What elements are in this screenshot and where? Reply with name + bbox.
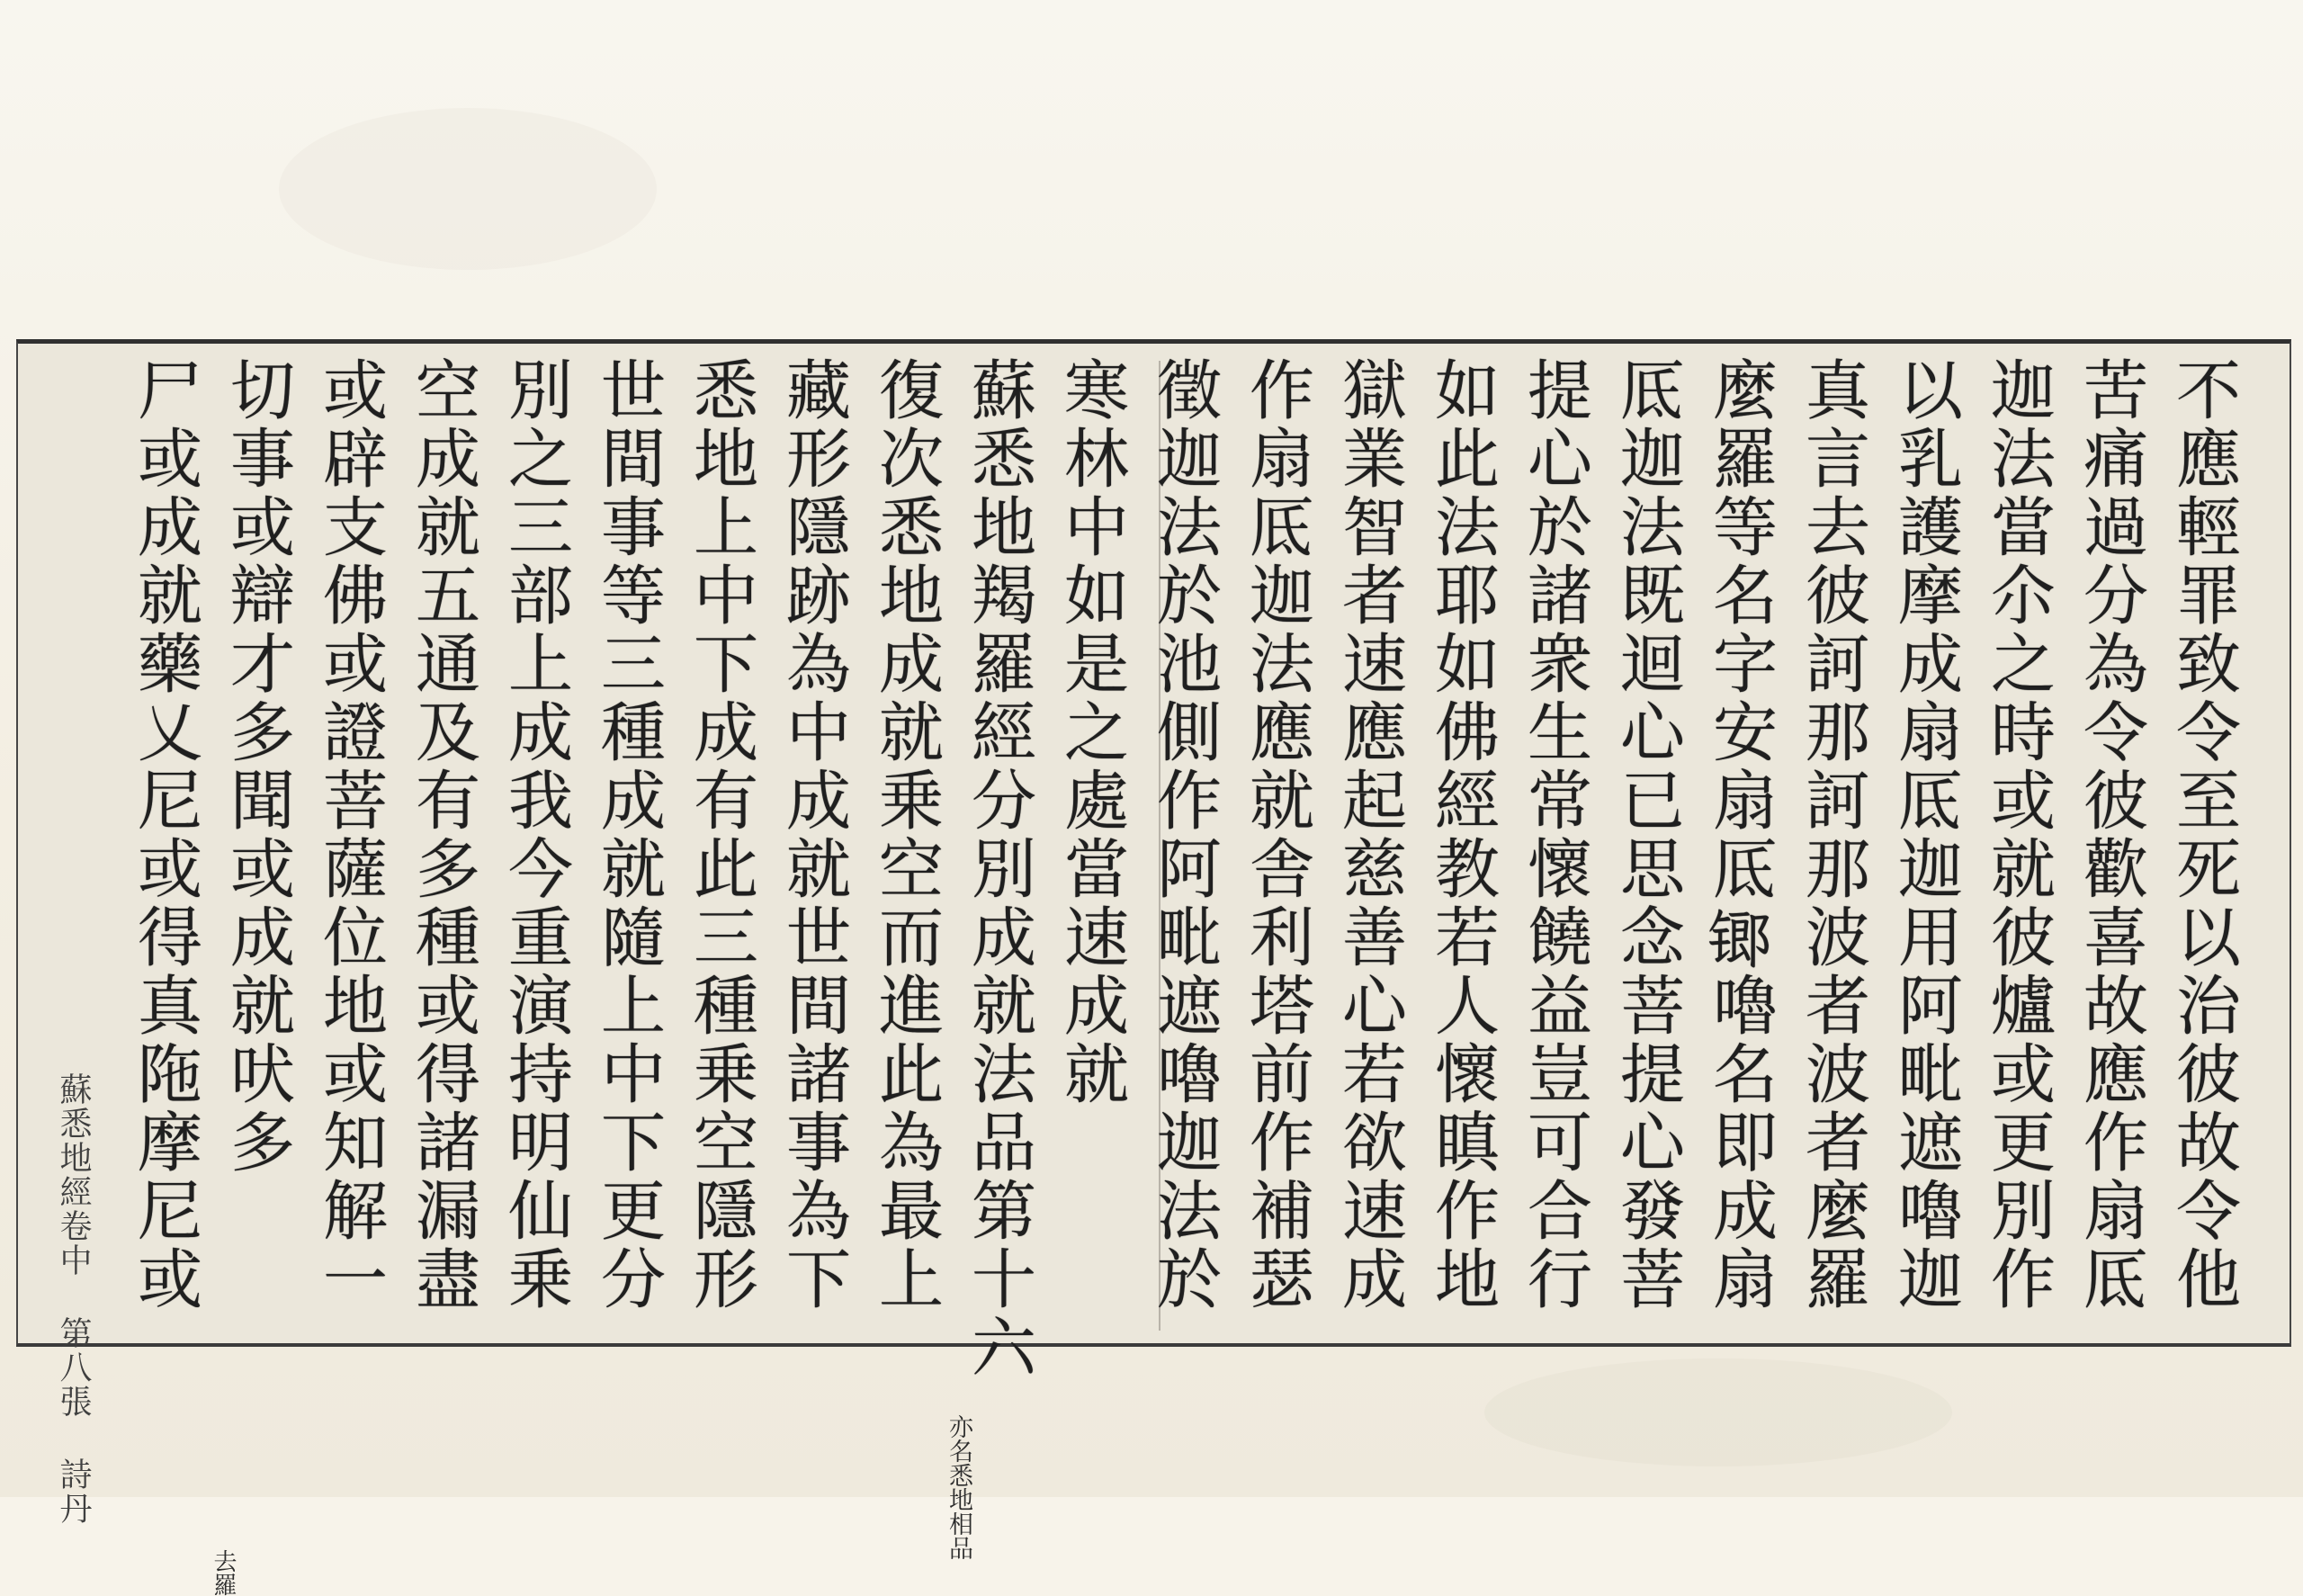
text-column: 提心於諸衆生常懷饒益豈可合行 [1517,356,1592,1314]
chapter-note: 亦名悉地相品 [945,1414,972,1560]
text-column: 藏形隱跡為中成就世間諸事為下 [775,356,851,1314]
classical-text-body [99,356,2249,1382]
text-column: 世間事等三種成就隨上中下更分 [590,356,666,1314]
text-column: 苦痛過分為令彼歡喜故應作扇厎 [2073,356,2148,1314]
text-column: 如此法耶如佛經教若人懷瞋作地 [1424,356,1500,1314]
text-column: 切事或辯才多聞或成就吠多 [220,356,295,1177]
text-column: 迦法當尒之時或就彼爐或更別作 [1980,356,2056,1314]
text-column: 尸或成就藥乂尼或得真陁摩尼或 [127,356,202,1314]
text-column: 獄業智者速應起慈善心若欲速成 [1331,356,1407,1314]
text-block [16,339,2291,1596]
page-margin-label: 蘇悉地經卷中 第八張 詩丹 [55,1072,92,1526]
text-column: 別之三部上成我今重演持明仙乗 [497,356,573,1314]
chapter-title: 蘇悉地羯羅經分別成就法品第十六 [961,356,1036,1382]
text-column: 真言去彼訶那訶那波者波者麼羅 [1795,356,1870,1314]
text-column: 或辟支佛或證菩薩位地或知解一 [312,356,388,1314]
text-column: 復次悉地成就乗空而進此為最上 [868,356,944,1314]
text-column: 空成就五通及有多種或得諸漏盡 [405,356,480,1314]
text-column: 悉地上中下成有此三種乗空隱形 [683,356,758,1314]
text-column: 寒林中如是之處當速成就 [1053,356,1129,1108]
text-column: 不應輕罪致令至死以治彼故令他 [2165,356,2241,1314]
text-column: 麼羅等名字安扇厎𨱍嚕名即成扇 [1702,356,1778,1314]
text-column: 作扇厎迦法應就舎利塔前作補瑟 [1239,356,1314,1314]
inline-reading-note: 去羅 [210,1549,237,1596]
text-column: 徵迦法於池側作阿毗遮嚕迦法於 [1146,356,1222,1314]
text-column: 厎迦法既迴心已思念菩提心發菩 [1609,356,1685,1314]
text-column: 以乳護摩成扇厎迦用阿毗遮嚕迦 [1887,356,1963,1314]
